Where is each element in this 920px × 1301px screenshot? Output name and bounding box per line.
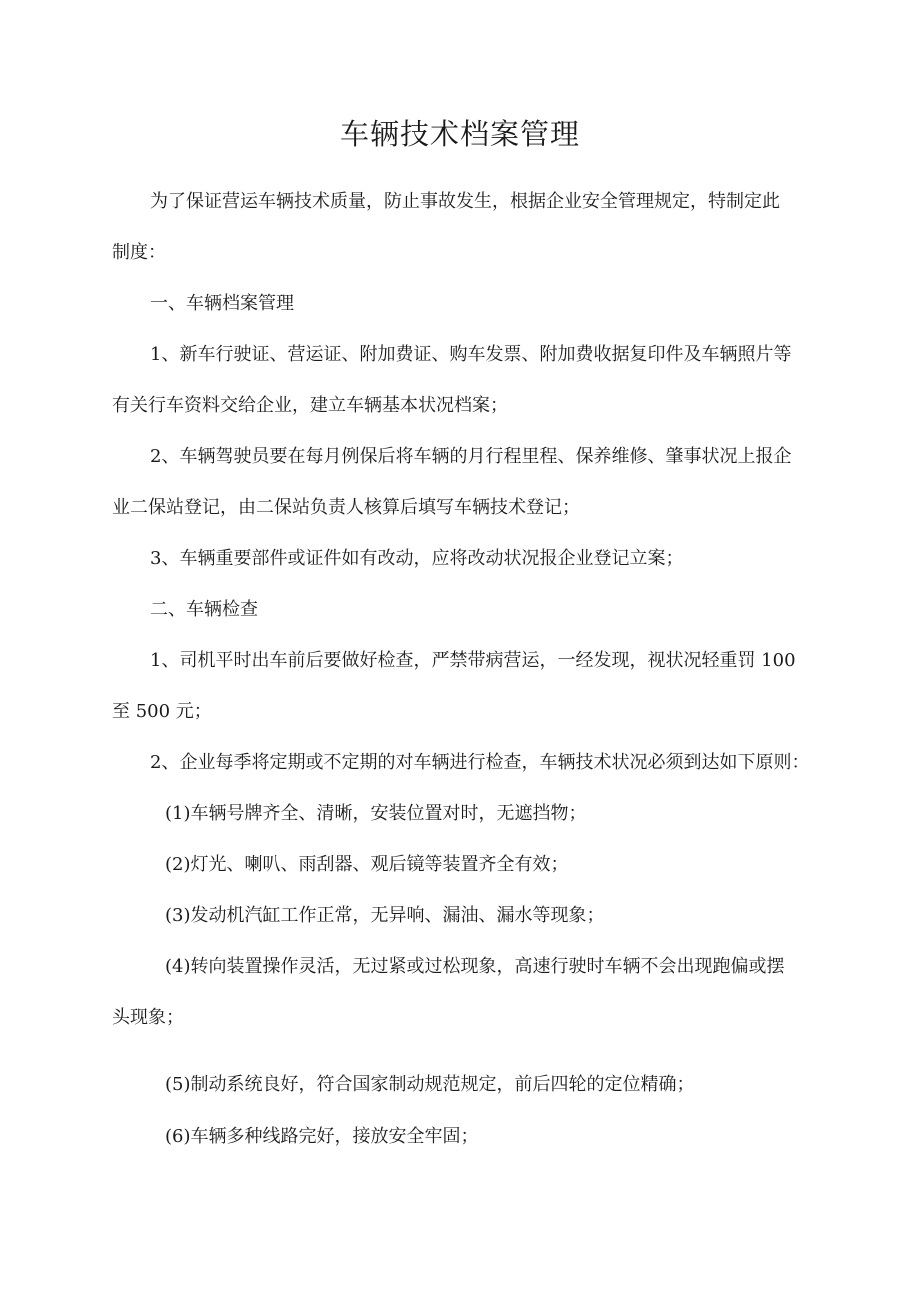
intro-line-2: 制度： [112,242,166,263]
section-2-heading: 二、车辆检查 [150,599,258,620]
section-1-heading: 一、车辆档案管理 [150,293,294,314]
section-2-item-1-line-2: 至 500 元； [112,701,212,722]
section-1-item-2-line-1: 2、车辆驾驶员要在每月例保后将车辆的月行程里程、保养维修、肇事状况上报企 [150,446,792,467]
standard-1: (1)车辆号牌齐全、清晰，安装位置对时，无遮挡物； [165,803,587,824]
standard-3: (3)发动机汽缸工作正常，无异响、漏油、漏水等现象； [165,905,605,926]
standard-6: (6)车辆多种线路完好，接放安全牢固； [165,1126,479,1147]
section-1-item-1-line-2: 有关行车资料交给企业，建立车辆基本状况档案； [112,395,508,416]
intro-line-1: 为了保证营运车辆技术质量，防止事故发生，根据企业安全管理规定，特制定此 [150,191,780,212]
section-2-item-2: 2、企业每季将定期或不定期的对车辆进行检查，车辆技术状况必须到达如下原则： [150,752,810,773]
standard-2: (2)灯光、喇叭、雨刮器、观后镜等装置齐全有效； [165,854,569,875]
section-1-item-1-line-1: 1、新车行驶证、营运证、附加费证、购车发票、附加费收据复印件及车辆照片等 [150,344,792,365]
section-1-item-2-line-2: 业二保站登记，由二保站负责人核算后填写车辆技术登记； [112,497,580,518]
standard-4-line-1: (4)转向装置操作灵活，无过紧或过松现象，高速行驶时车辆不会出现跑偏或摆 [165,956,785,977]
standard-5: (5)制动系统良好，符合国家制动规范规定，前后四轮的定位精确； [165,1074,695,1095]
document-title: 车辆技术档案管理 [339,117,580,151]
standard-4-line-2: 头现象； [112,1007,184,1028]
section-2-item-1-line-1: 1、司机平时出车前后要做好检查，严禁带病营运，一经发现，视状况轻重罚 100 [150,650,796,671]
section-1-item-3: 3、车辆重要部件或证件如有改动，应将改动状况报企业登记立案； [150,548,684,569]
